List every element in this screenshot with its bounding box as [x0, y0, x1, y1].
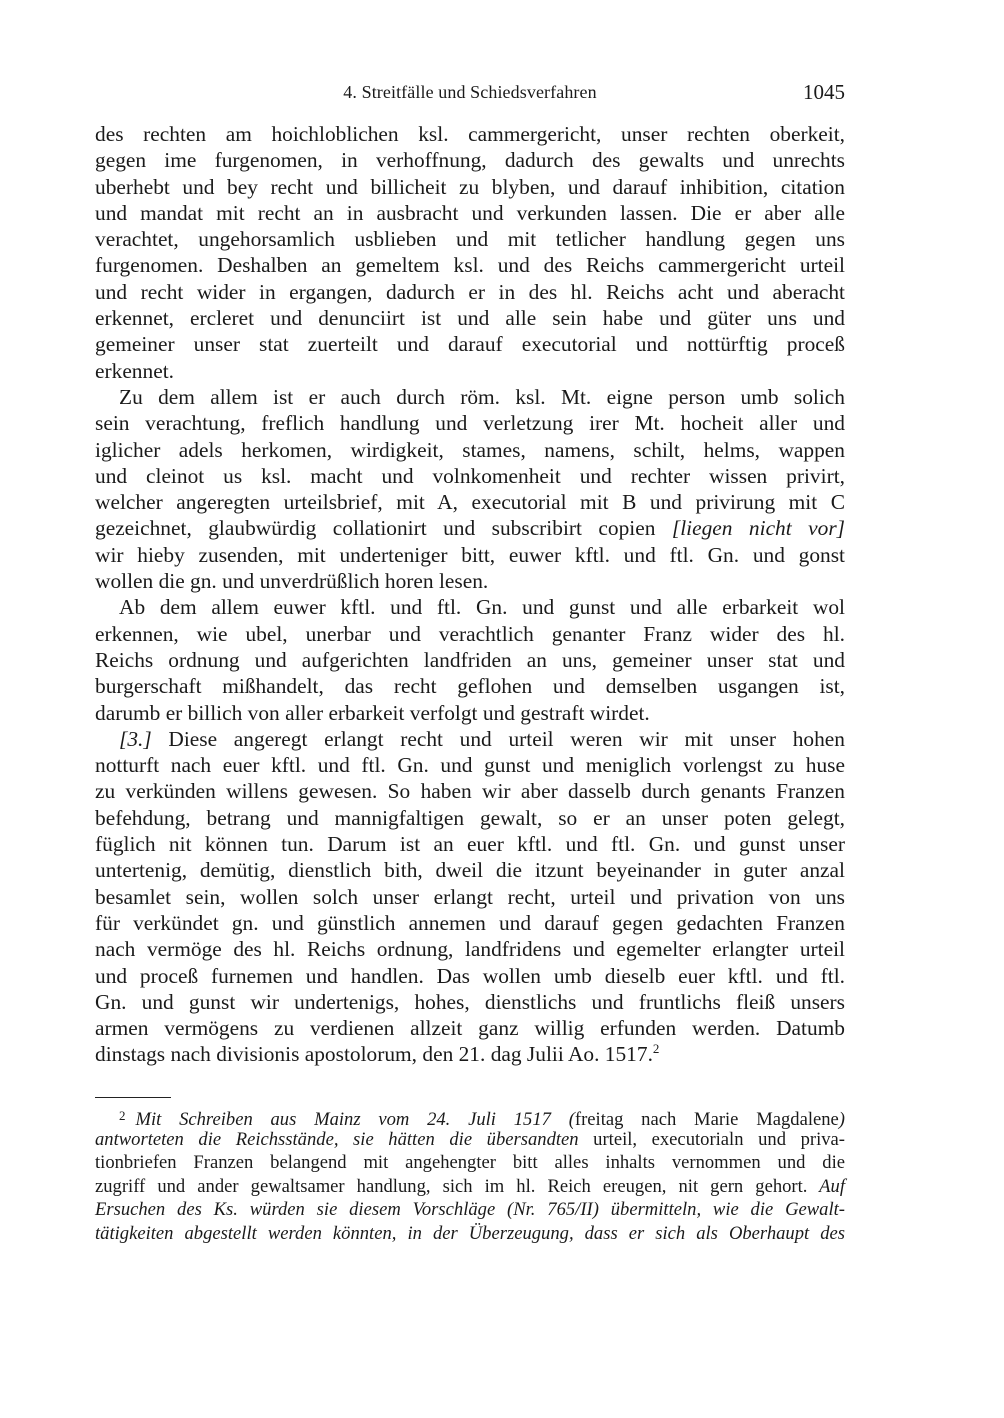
page-header: [95, 80, 845, 108]
text-line: darumb er billich von aller erbarkeit verfolgt und gestraft wirdet.: [95, 700, 650, 725]
text-line: armen vermögens zu verdienen allzeit ganz willig erfunden werden. Datumb: [95, 1016, 845, 1041]
text-line: zu verkünden willens gewesen. So haben wir aber dasselb durch genants Franzen: [95, 779, 845, 804]
text-line: burgerschaft mißhandelt, das recht geflohen und demselben usgangen ist,: [95, 674, 845, 699]
text-line: [95, 726, 845, 752]
text-line: und recht wider in ergangen, dadurch er in des hl. Reichs acht und aberacht: [95, 279, 845, 304]
section-marker: [3.]: [119, 726, 152, 751]
text-line: und proceß furnemen und handlen. Das wollen umb dieselb euer kftl. und ftl.: [95, 963, 845, 988]
paragraph: [95, 121, 845, 384]
text-span: zugriff und ander gewaltsamer handlung, sich im hl. Reich ereugen, nit gern gehort.: [95, 1175, 808, 1197]
paragraph: [95, 384, 845, 594]
footnote-line: [95, 1175, 845, 1199]
text-line: gegen ime furgenomen, in verhoffnung, dadurch des gewalts und unrechts: [95, 148, 845, 173]
footnotes: [95, 1104, 845, 1246]
running-title: 4. Streitfälle und Schiedsverfahren: [343, 82, 597, 102]
text-line: Zu dem allem ist er auch durch röm. ksl. Mt. eigne person umb solich: [119, 384, 845, 409]
text-line: gemeiner unser stat zuerteilt und darauf executorial und nottürftig proceß: [95, 332, 845, 357]
main-text: [95, 121, 845, 1068]
text-line: uberhebt und bey recht und billicheit zu blyben, und darauf inhibition, citation: [95, 174, 845, 199]
text-line: [95, 515, 845, 541]
text-span: gezeichnet, glaubwürdig collationirt und subscribirt copien: [95, 516, 656, 541]
footnote-line: [95, 1222, 845, 1246]
footnote-reference[interactable]: 2: [652, 1041, 660, 1057]
text-span: Auf: [807, 1175, 846, 1197]
text-line: Reichs ordnung und aufgerichten landfriden an uns, gemeiner unser stat und: [95, 647, 845, 672]
paragraph: [95, 594, 845, 725]
text-span: antworteten die Reichsstände, sie hätten die übersandten: [95, 1128, 579, 1150]
paragraph: [95, 726, 845, 1068]
text-line: iglicher adels herkomen, wirdigkeit, stames, namens, schilt, helms, wappen: [95, 437, 845, 462]
footnote-line: [95, 1128, 845, 1152]
text-line: wollen die gn. und unverdrüßlich horen lesen.: [95, 569, 489, 594]
text-line: und cleinot us ksl. macht und volnkomenheit und rechter wissen privirt,: [95, 463, 845, 488]
text-line: erkennet.: [95, 358, 174, 383]
text-line: furgenomen. Deshalben an gemeltem ksl. und des Reichs cammergericht urteil: [95, 253, 845, 278]
text-span: tätigkeiten abgestellt werden könnten, in der Überzeugung, dass er sich als Oberhaupt des: [95, 1222, 845, 1244]
text-line: erkennet, ercleret und denunciirt ist und alle sein habe und güter uns und: [95, 306, 845, 331]
text-line: erkennen, wie ubel, unerbar und verachtlich genanter Franz wider des hl.: [95, 621, 845, 646]
page-number: 1045: [803, 80, 845, 104]
text-line: notturft nach euer kftl. und ftl. Gn. und gunst und meniglich vorlengst zu huse: [95, 753, 845, 778]
text-span: dinstags nach divisionis apostolorum, den 21. dag Julii Ao. 1517.: [95, 1042, 653, 1067]
text-span: urteil, executorialn und priva-: [578, 1128, 845, 1150]
text-line: des rechten am hoichloblichen ksl. cammergericht, unser rechten oberkeit,: [95, 122, 845, 146]
footnote-line: [95, 1198, 845, 1222]
text-line: welcher angeregten urteilsbrief, mit A, executorial mit B und privirung mit C: [95, 490, 845, 515]
text-span: Ersuchen des Ks. würden sie diesem Vorschläge (Nr. 765/II) übermitteln, wie die Gewalt-: [95, 1199, 845, 1221]
text-line: [95, 1041, 845, 1067]
text-line: wir hieby zusenden, mit underteniger bitt, euwer kftl. und ftl. Gn. und gonst: [95, 542, 845, 567]
text-line: Ab dem allem euwer kftl. und ftl. Gn. und gunst und alle erbarkeit wol: [119, 595, 845, 620]
footnote-line: [95, 1104, 845, 1128]
text-line: untertenig, demütig, dienstlich bith, dweil die itzunt beyeinander in guter anzal: [95, 858, 845, 883]
text-line: füglich nit können tun. Darum ist an euer kftl. und ftl. Gn. und gunst unser: [95, 832, 845, 857]
text-span: tionbriefen Franzen belangend mit angehengter bitt alles inhalts vernommen und die: [95, 1152, 845, 1174]
text-span: ): [838, 1109, 845, 1130]
text-line: Gn. und gunst wir undertenigs, hohes, dienstlichs und fruntlichs fleiß unsers: [95, 989, 845, 1014]
footnote-line: [95, 1151, 845, 1175]
footnote-number: 2: [119, 1108, 126, 1123]
text-span: freitag nach Marie Magdalene: [574, 1109, 839, 1130]
text-line: verachtet, ungehorsamlich usblieben und mit tetlicher handlung gegen uns: [95, 227, 845, 252]
text-span: Diese angeregt erlangt recht und urteil weren wir mit unser hohen: [168, 726, 845, 751]
text-line: und mandat mit recht an in ausbracht und verkunden lassen. Die er aber alle: [95, 200, 845, 225]
text-line: nach vermöge des hl. Reichs ordnung, landfridens und egemelter erlangter urteil: [95, 937, 845, 962]
text-span: Mit Schreiben aus Mainz vom 24. Juli 1517 (: [135, 1109, 575, 1130]
text-line: besamlet sein, wollen solch unser erlangt recht, urteil und privation von uns: [95, 884, 845, 909]
footnote-separator: [95, 1097, 171, 1098]
text-line: befehdung, betrang und mannigfaltigen gewalt, so er an unser poten gelegt,: [95, 805, 845, 830]
editorial-note: [liegen nicht vor]: [671, 516, 845, 541]
text-line: für verkündet gn. und günstlich annemen und darauf gegen gedachten Franzen: [95, 910, 845, 935]
text-line: sein verachtung, freflich handlung und verletzung irer Mt. hocheit aller und: [95, 411, 845, 436]
